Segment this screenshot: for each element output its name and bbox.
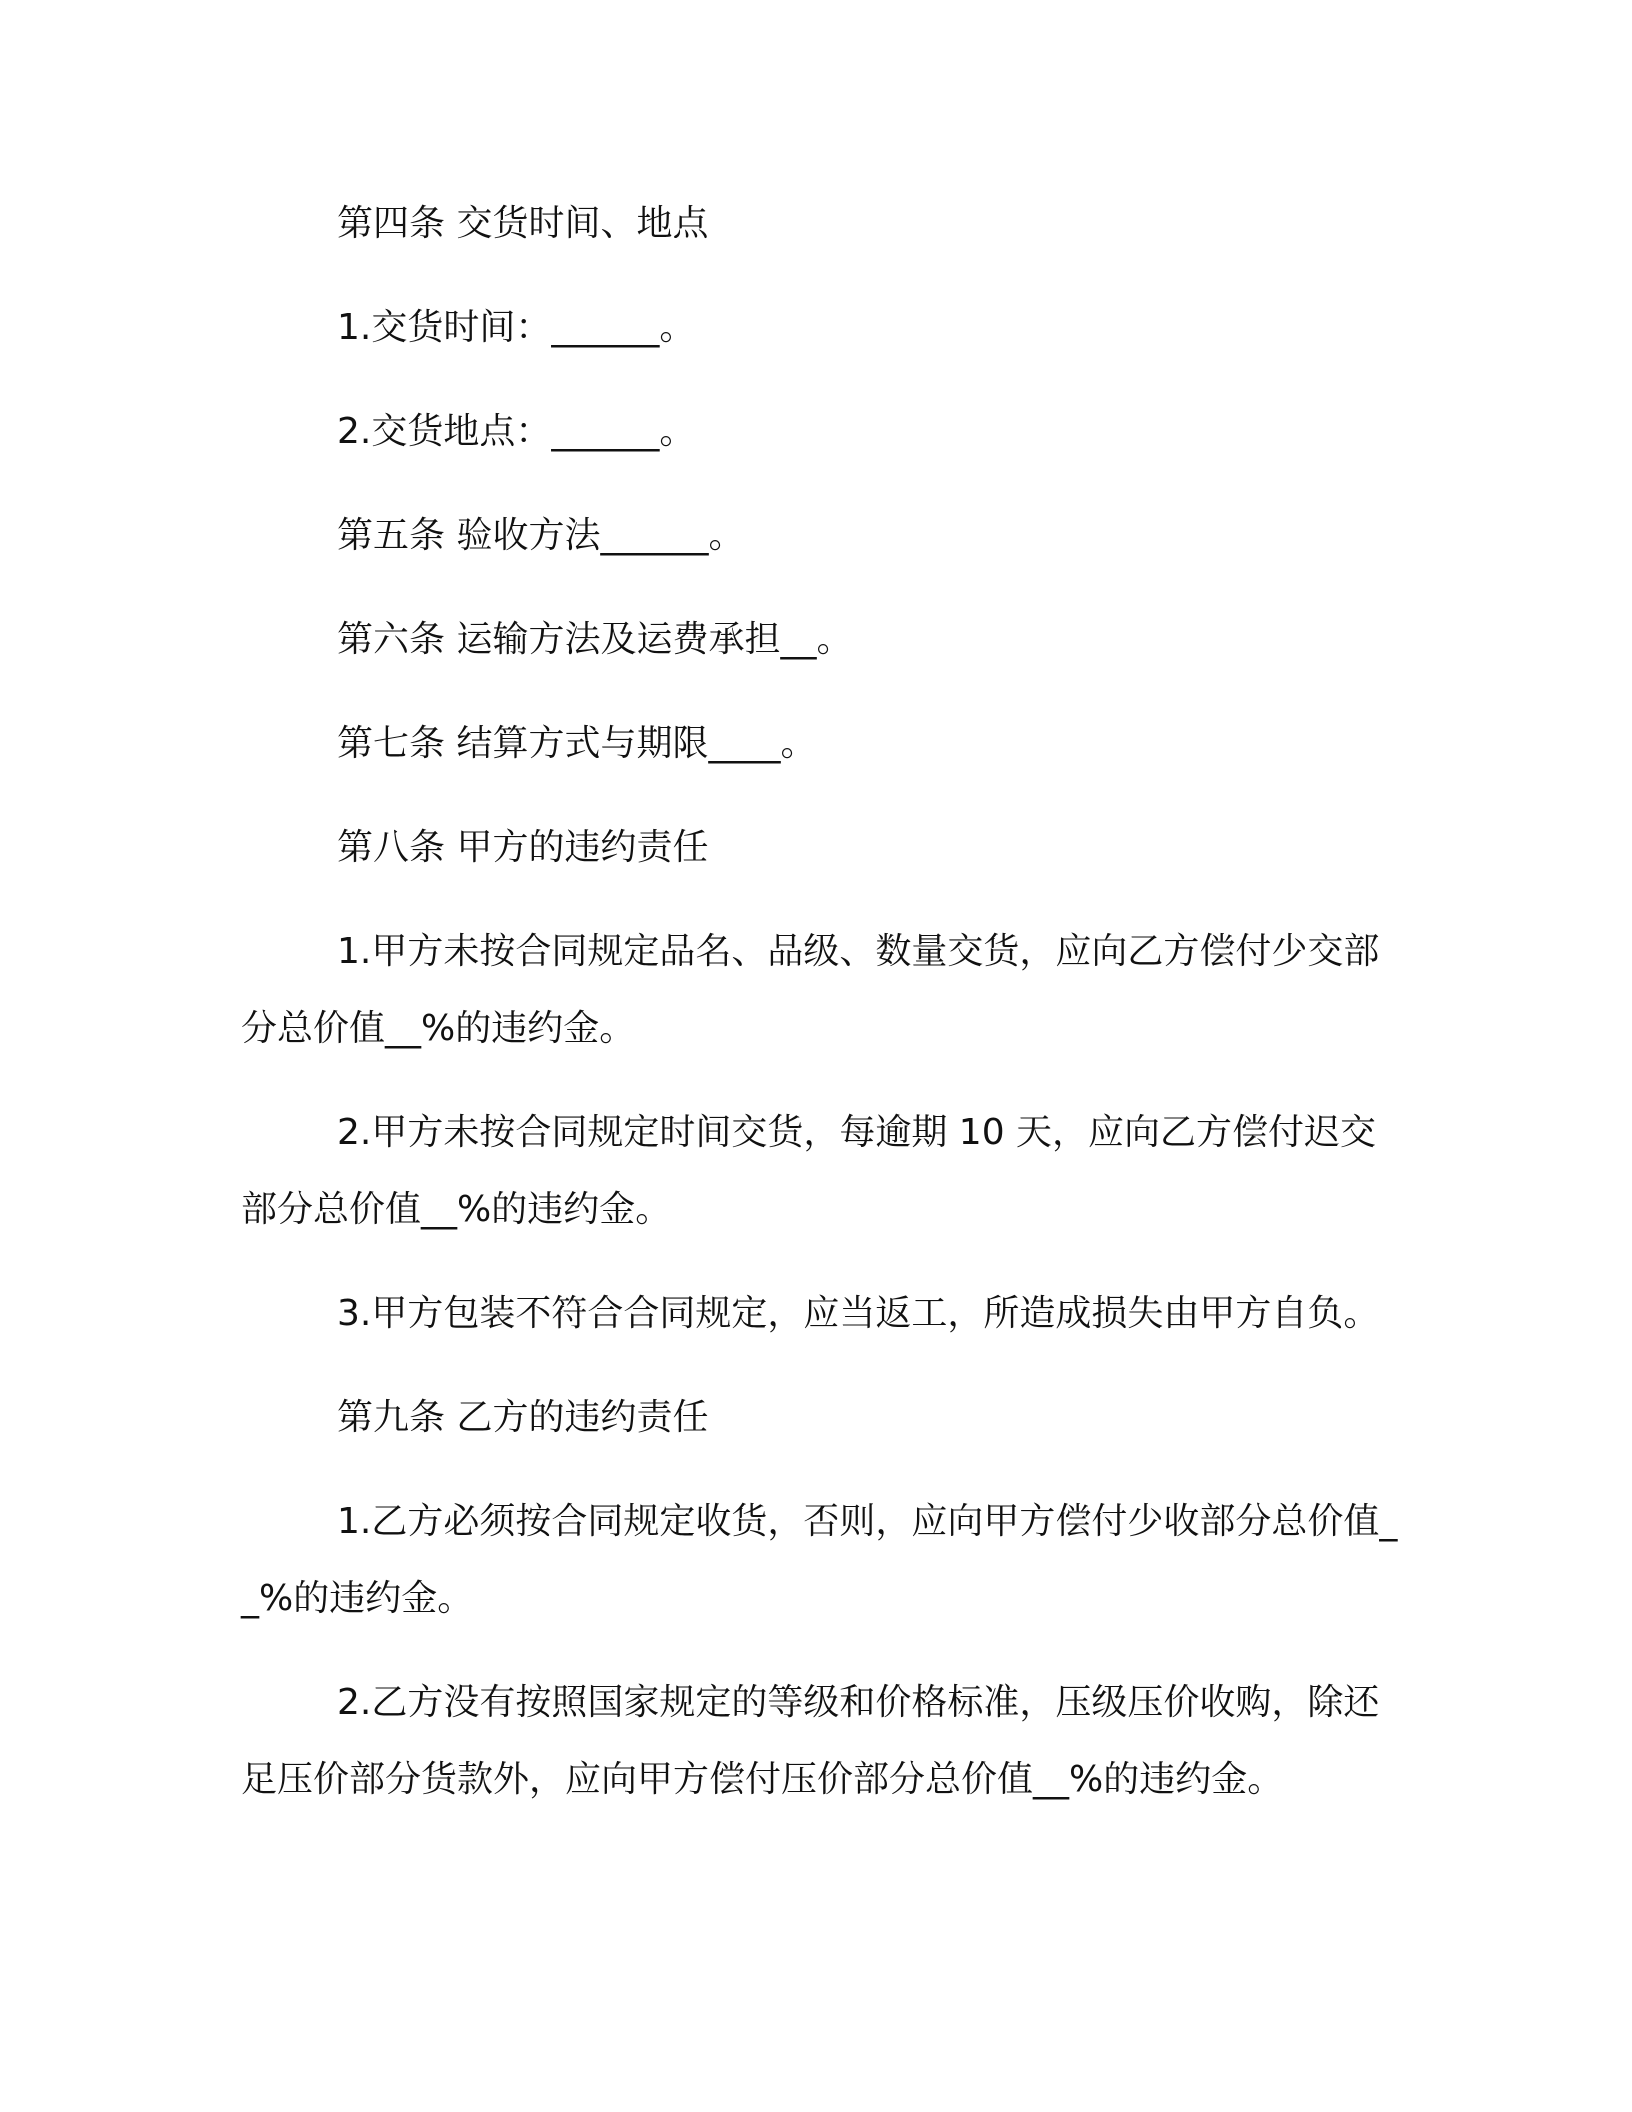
party-b-clause-2: 2.乙方没有按照国家规定的等级和价格标准，压级压价收购，除还足压价部分货款外，应向甲方偿付压价部分总价值__%的违约金。 <box>241 1682 1380 1800</box>
party-b-clause-1: 1.乙方必须按合同规定收货，否则，应向甲方偿付少收部分总价值__%的违约金。 <box>241 1501 1398 1619</box>
article-7-heading: 第七条 结算方式与期限____。 <box>337 723 817 764</box>
party-a-clause-1: 1.甲方未按合同规定品名、品级、数量交货，应向乙方偿付少交部分总价值__%的违约金。 <box>241 931 1380 1049</box>
delivery-place-line: 2.交货地点：______。 <box>337 411 696 452</box>
party-a-clause-3: 3.甲方包装不符合合同规定，应当返工，所造成损失由甲方自负。 <box>337 1293 1380 1334</box>
article-6-heading: 第六条 运输方法及运费承担__。 <box>337 619 853 660</box>
article-5-heading: 第五条 验收方法______。 <box>337 515 745 556</box>
article-8-heading: 第八条 甲方的违约责任 <box>337 827 709 868</box>
document-body <box>241 185 1401 1845</box>
article-4-heading: 第四条 交货时间、地点 <box>337 203 709 244</box>
party-a-clause-2: 2.甲方未按合同规定时间交货，每逾期 10 天，应向乙方偿付迟交部分总价值__%的违约金。 <box>241 1112 1377 1230</box>
article-9-heading: 第九条 乙方的违约责任 <box>337 1397 709 1438</box>
delivery-time-line: 1.交货时间：______。 <box>337 307 696 348</box>
